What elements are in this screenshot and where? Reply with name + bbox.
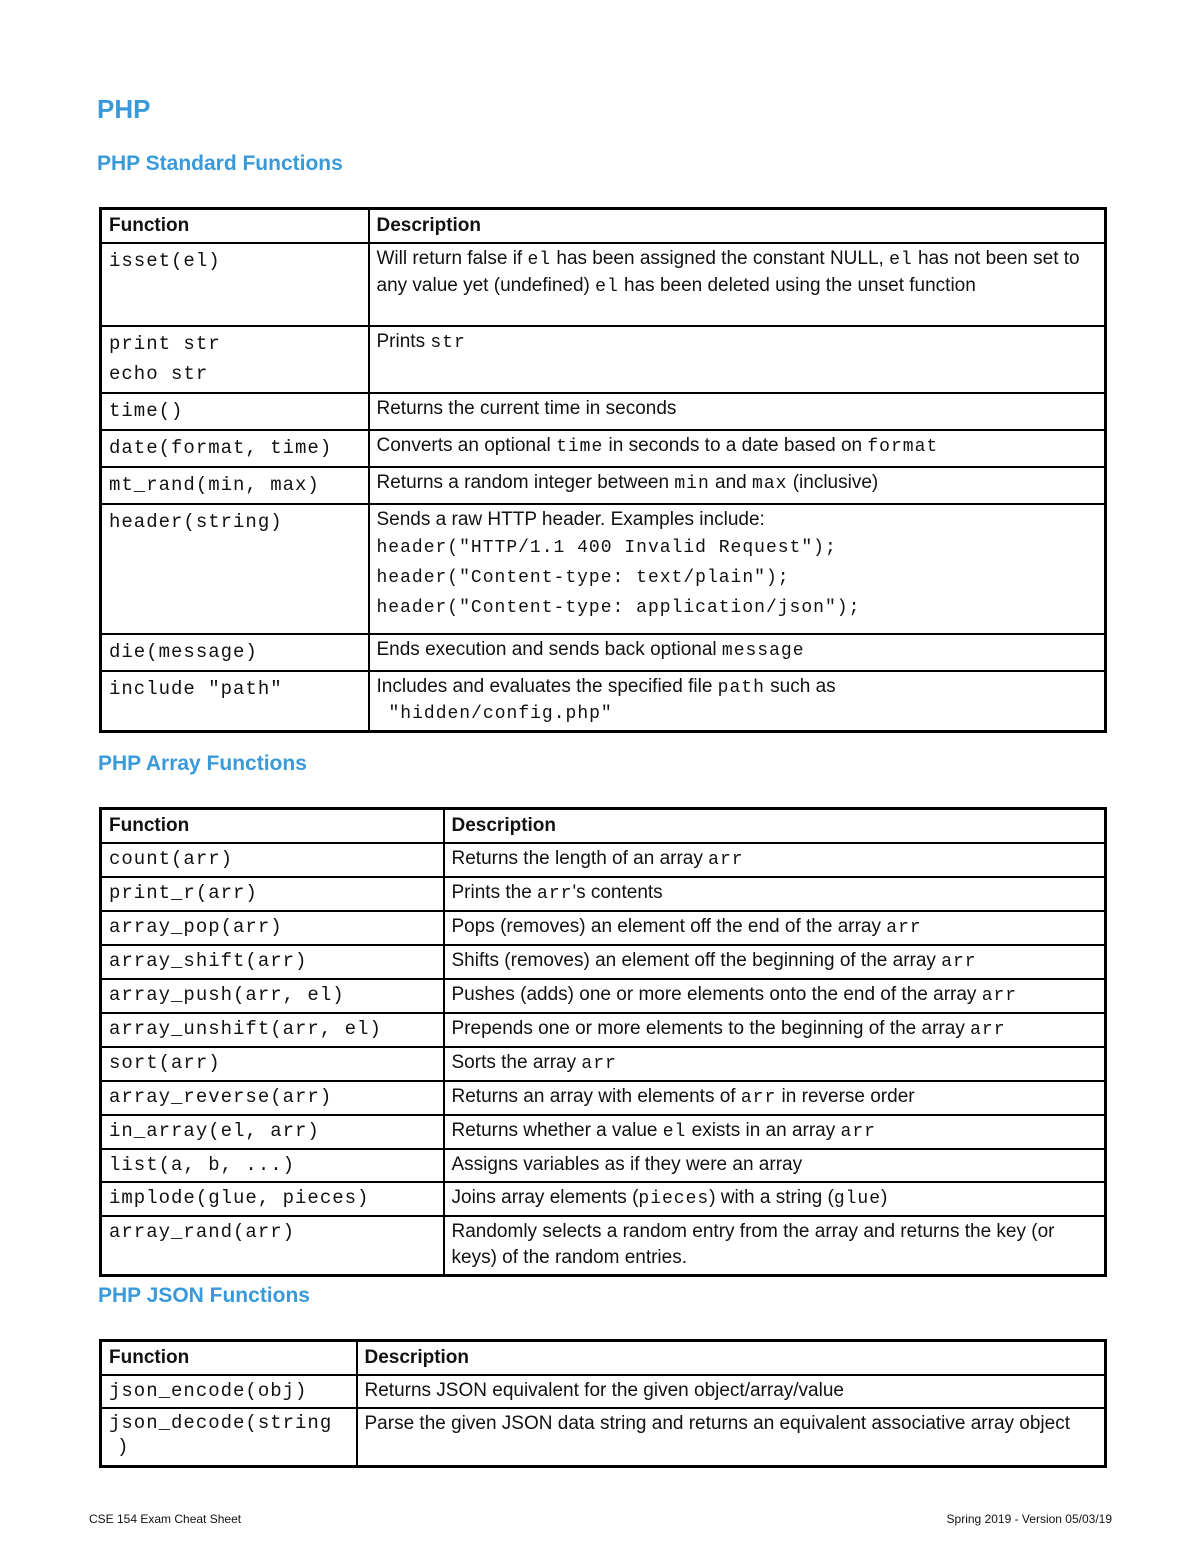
table-row bbox=[101, 1216, 1106, 1276]
function-column-header: Function bbox=[101, 1341, 357, 1376]
description-cell: Randomly selects a random entry from the array and returns the key (or keys) of the random entries. bbox=[444, 1216, 1106, 1276]
function-cell: json_encode(obj) bbox=[101, 1375, 357, 1408]
table-header-row bbox=[101, 1341, 1106, 1376]
table-row bbox=[101, 1408, 1106, 1466]
function-cell: array_shift(arr) bbox=[101, 945, 444, 979]
function-cell: isset(el) bbox=[101, 243, 369, 326]
footer-left: CSE 154 Exam Cheat Sheet bbox=[89, 1512, 242, 1526]
table-row bbox=[101, 243, 1106, 326]
function-cell: array_rand(arr) bbox=[101, 1216, 444, 1276]
description-cell: Parse the given JSON data string and returns an equivalent associative array object bbox=[357, 1408, 1106, 1466]
table-row bbox=[101, 1115, 1106, 1149]
function-cell: mt_rand(min, max) bbox=[101, 467, 369, 504]
description-column-header: Description bbox=[369, 209, 1106, 244]
function-cell: include "path" bbox=[101, 671, 369, 732]
table-row bbox=[101, 1375, 1106, 1408]
function-cell: die(message) bbox=[101, 634, 369, 671]
function-cell: list(a, b, ...) bbox=[101, 1149, 444, 1182]
function-cell: json_decode(string ) bbox=[101, 1408, 357, 1466]
description-cell: Prepends one or more elements to the beginning of the array arr bbox=[444, 1013, 1106, 1047]
table-row bbox=[101, 843, 1106, 877]
json-functions-heading: PHP JSON Functions bbox=[98, 1284, 310, 1307]
table-row bbox=[101, 1182, 1106, 1216]
function-cell: print str echo str bbox=[101, 326, 369, 393]
description-cell: Sorts the array arr bbox=[444, 1047, 1106, 1081]
table-row bbox=[101, 945, 1106, 979]
function-cell: time() bbox=[101, 393, 369, 430]
function-cell: array_unshift(arr, el) bbox=[101, 1013, 444, 1047]
function-cell: array_reverse(arr) bbox=[101, 1081, 444, 1115]
table-header-row bbox=[101, 209, 1106, 244]
json-functions-table bbox=[99, 1339, 1107, 1468]
description-cell: Shifts (removes) an element off the beginning of the array arr bbox=[444, 945, 1106, 979]
function-cell: print_r(arr) bbox=[101, 877, 444, 911]
description-cell: Pushes (adds) one or more elements onto the end of the array arr bbox=[444, 979, 1106, 1013]
function-cell: date(format, time) bbox=[101, 430, 369, 467]
table-header-row bbox=[101, 809, 1106, 844]
description-cell: Returns a random integer between min and max (inclusive) bbox=[369, 467, 1106, 504]
table-row bbox=[101, 393, 1106, 430]
description-column-header: Description bbox=[357, 1341, 1106, 1376]
description-cell: Pops (removes) an element off the end of the array arr bbox=[444, 911, 1106, 945]
table-row bbox=[101, 911, 1106, 945]
footer-right: Spring 2019 - Version 05/03/19 bbox=[946, 1512, 1112, 1526]
page-title: PHP bbox=[97, 94, 151, 124]
standard-functions-table bbox=[99, 207, 1107, 733]
table-row bbox=[101, 1149, 1106, 1182]
function-cell: header(string) bbox=[101, 504, 369, 634]
function-cell: array_push(arr, el) bbox=[101, 979, 444, 1013]
table-row bbox=[101, 326, 1106, 393]
table-row bbox=[101, 1013, 1106, 1047]
description-cell: Returns an array with elements of arr in reverse order bbox=[444, 1081, 1106, 1115]
table-row bbox=[101, 504, 1106, 634]
table-row bbox=[101, 467, 1106, 504]
description-column-header: Description bbox=[444, 809, 1106, 844]
array-functions-table bbox=[99, 807, 1107, 1277]
array-functions-heading: PHP Array Functions bbox=[98, 752, 307, 775]
function-cell: array_pop(arr) bbox=[101, 911, 444, 945]
function-column-header: Function bbox=[101, 209, 369, 244]
function-cell: implode(glue, pieces) bbox=[101, 1182, 444, 1216]
table-row bbox=[101, 979, 1106, 1013]
description-cell: Ends execution and sends back optional message bbox=[369, 634, 1106, 671]
function-cell: sort(arr) bbox=[101, 1047, 444, 1081]
function-column-header: Function bbox=[101, 809, 444, 844]
standard-functions-heading: PHP Standard Functions bbox=[97, 152, 343, 175]
table-row bbox=[101, 1047, 1106, 1081]
description-cell: Returns whether a value el exists in an array arr bbox=[444, 1115, 1106, 1149]
description-cell: Returns the length of an array arr bbox=[444, 843, 1106, 877]
table-row bbox=[101, 634, 1106, 671]
table-row bbox=[101, 430, 1106, 467]
description-cell: Includes and evaluates the specified file path such as "hidden/config.php" bbox=[369, 671, 1106, 732]
function-cell: count(arr) bbox=[101, 843, 444, 877]
description-cell: Returns the current time in seconds bbox=[369, 393, 1106, 430]
description-cell: Joins array elements (pieces) with a string (glue) bbox=[444, 1182, 1106, 1216]
description-cell: Returns JSON equivalent for the given object/array/value bbox=[357, 1375, 1106, 1408]
description-cell: Sends a raw HTTP header. Examples include: header("HTTP/1.1 400 Invalid Request"); header("Content-type: text/plain"); header("Content-type: application/json"); bbox=[369, 504, 1106, 634]
description-cell: Converts an optional time in seconds to a date based on format bbox=[369, 430, 1106, 467]
table-row bbox=[101, 671, 1106, 732]
table-row bbox=[101, 877, 1106, 911]
description-cell: Prints str bbox=[369, 326, 1106, 393]
description-cell: Will return false if el has been assigned the constant NULL, el has not been set to any value yet (undefined) el has been deleted using the unset function bbox=[369, 243, 1106, 326]
table-row bbox=[101, 1081, 1106, 1115]
description-cell: Assigns variables as if they were an array bbox=[444, 1149, 1106, 1182]
description-cell: Prints the arr's contents bbox=[444, 877, 1106, 911]
function-cell: in_array(el, arr) bbox=[101, 1115, 444, 1149]
